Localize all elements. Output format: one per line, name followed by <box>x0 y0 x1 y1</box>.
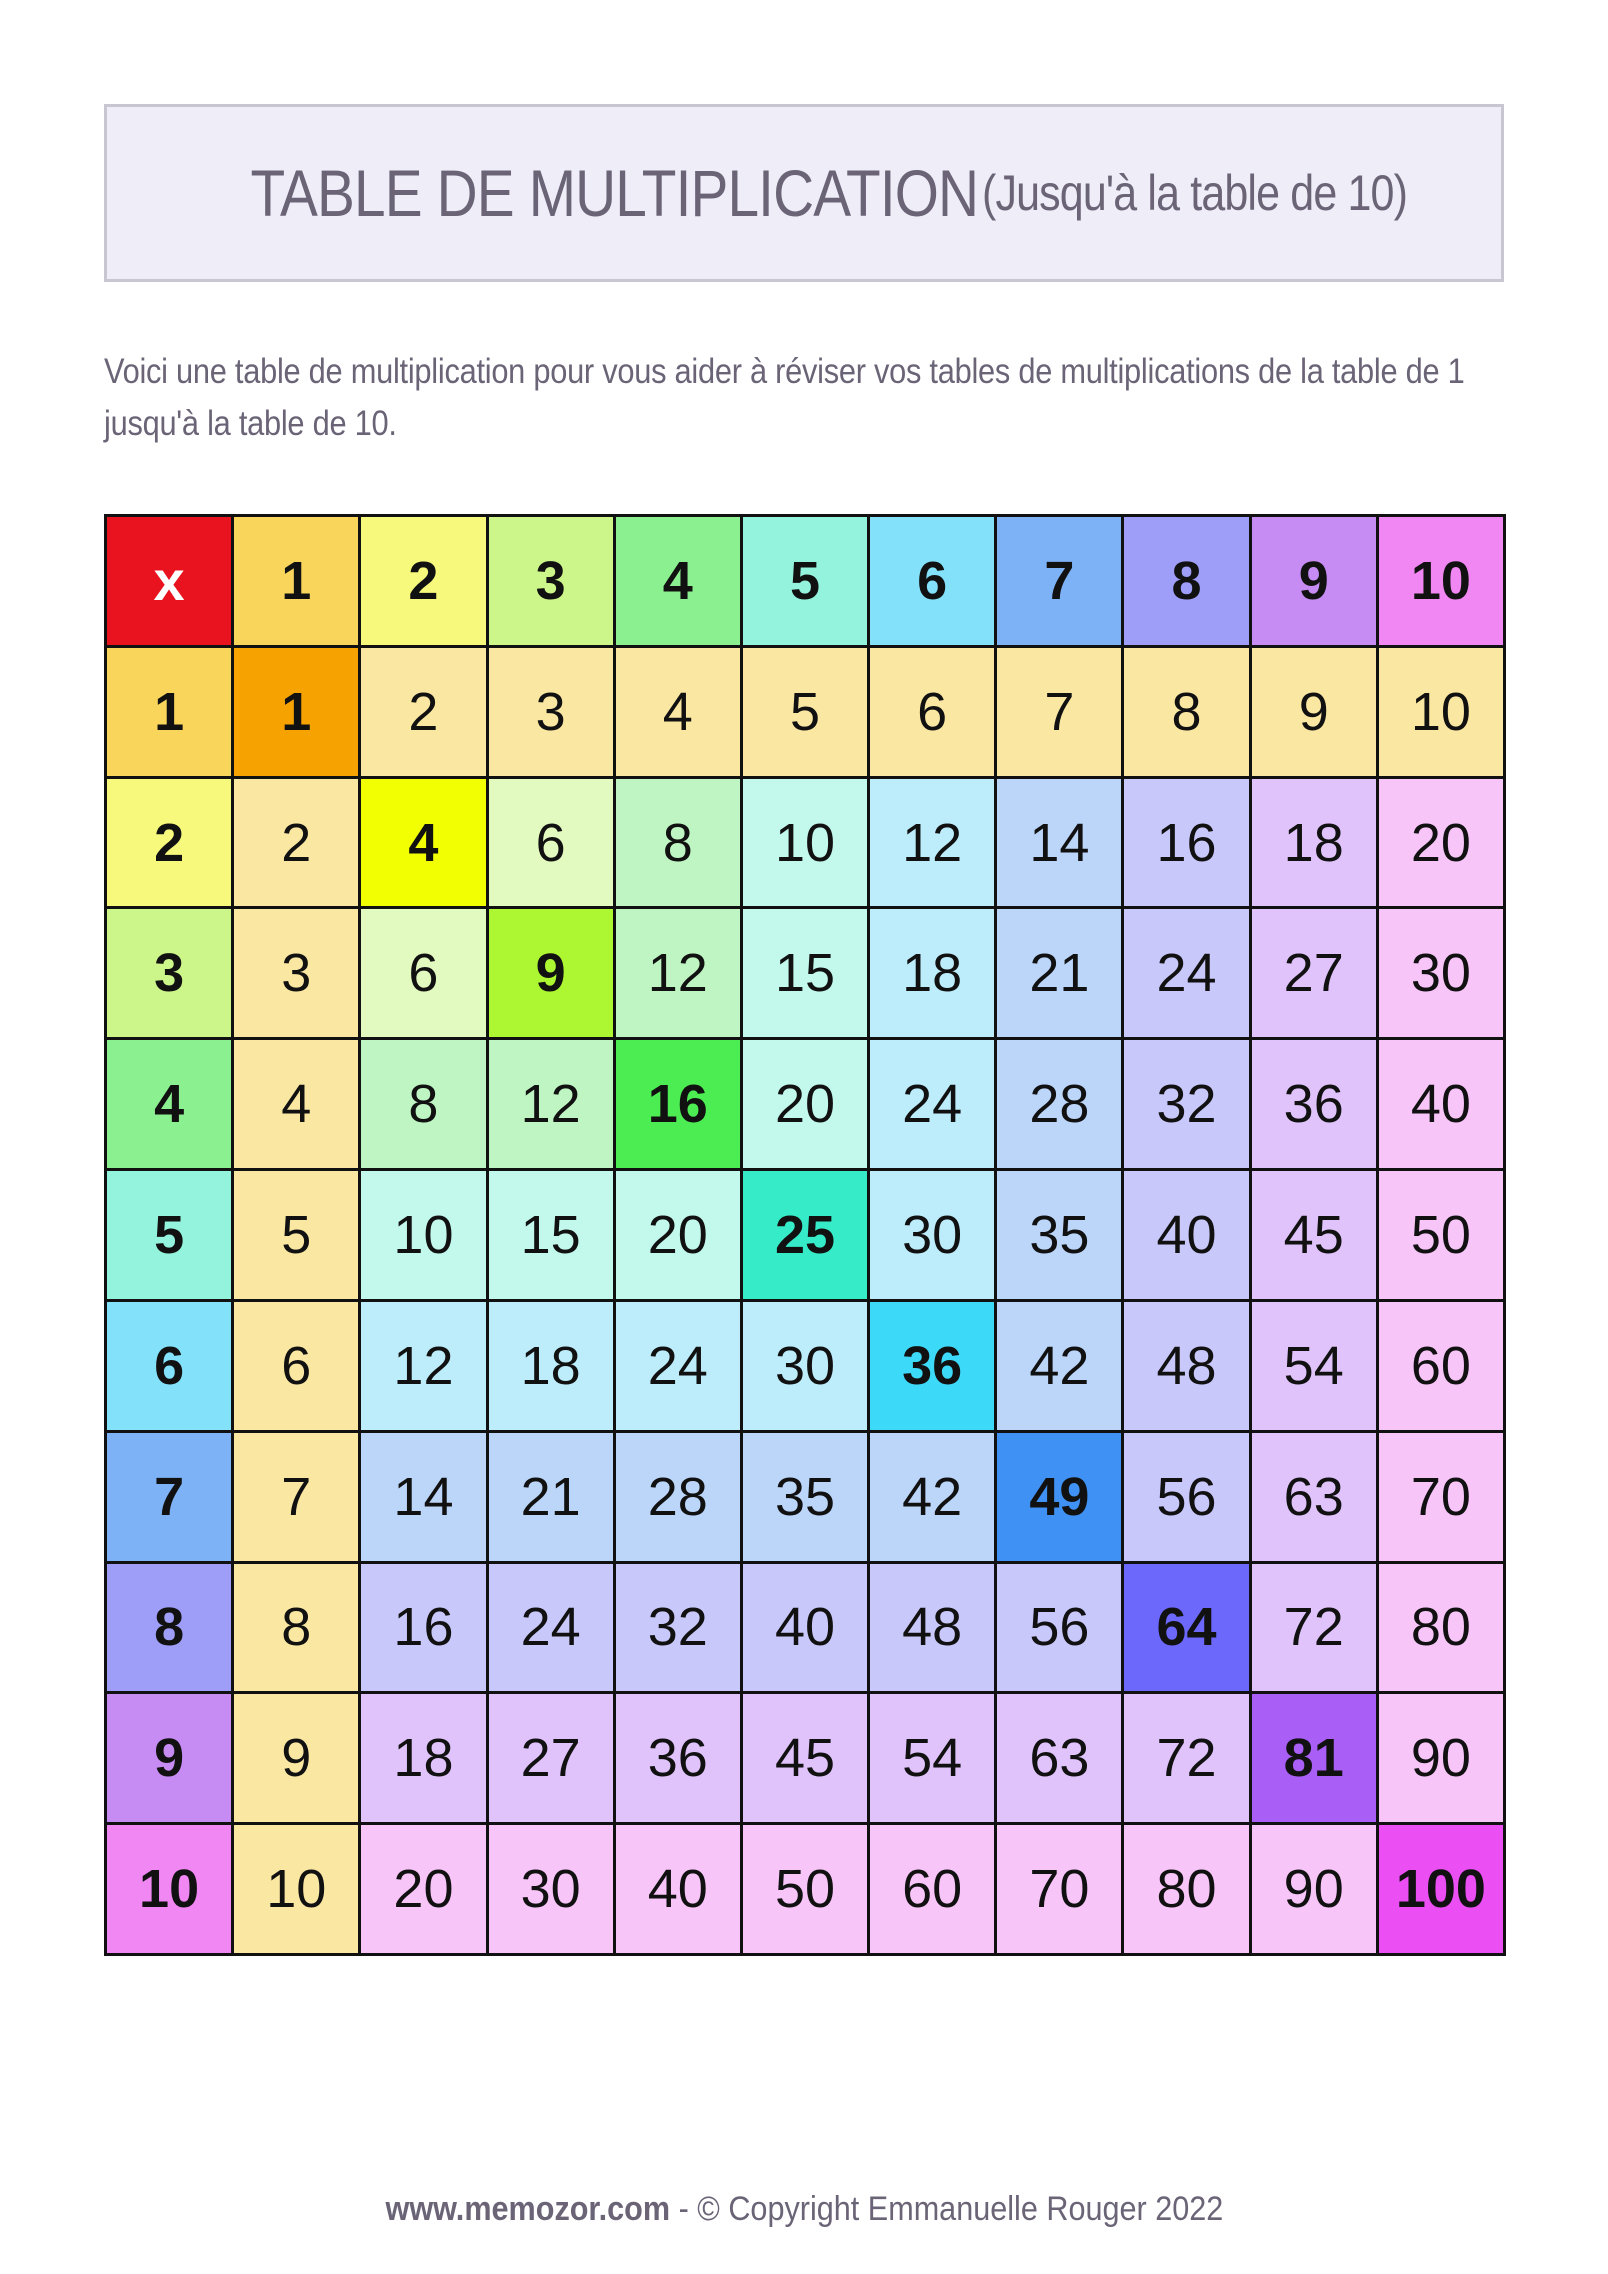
table-cell: 27 <box>489 1694 613 1822</box>
table-cell: 72 <box>1252 1564 1376 1692</box>
row-header: 5 <box>107 1171 231 1299</box>
table-cell: 8 <box>616 779 740 907</box>
table-cell: 35 <box>743 1433 867 1561</box>
table-cell: 12 <box>870 779 994 907</box>
table-cell: 10 <box>361 1171 485 1299</box>
table-cell: 18 <box>489 1302 613 1430</box>
row-header: 3 <box>107 909 231 1037</box>
row-header: 9 <box>107 1694 231 1822</box>
table-cell: 24 <box>870 1040 994 1168</box>
table-cell: 42 <box>997 1302 1121 1430</box>
table-cell: 10 <box>234 1825 358 1953</box>
table-cell: 7 <box>997 648 1121 776</box>
table-cell: 8 <box>361 1040 485 1168</box>
table-cell: 12 <box>616 909 740 1037</box>
table-cell: 24 <box>489 1564 613 1692</box>
table-corner-x: x <box>107 517 231 645</box>
page-title: TABLE DE MULTIPLICATION <box>250 156 978 230</box>
table-cell: 63 <box>1252 1433 1376 1561</box>
table-cell: 18 <box>870 909 994 1037</box>
table-cell: 72 <box>1124 1694 1248 1822</box>
table-cell: 80 <box>1124 1825 1248 1953</box>
table-cell: 9 <box>234 1694 358 1822</box>
row-header: 7 <box>107 1433 231 1561</box>
table-cell: 18 <box>1252 779 1376 907</box>
table-cell: 80 <box>1379 1564 1503 1692</box>
table-cell: 3 <box>234 909 358 1037</box>
table-cell: 50 <box>743 1825 867 1953</box>
column-header: 3 <box>489 517 613 645</box>
table-cell-square: 4 <box>361 779 485 907</box>
table-cell: 10 <box>743 779 867 907</box>
table-cell: 36 <box>616 1694 740 1822</box>
table-cell: 16 <box>361 1564 485 1692</box>
table-cell: 2 <box>361 648 485 776</box>
table-cell: 20 <box>361 1825 485 1953</box>
table-cell: 45 <box>743 1694 867 1822</box>
table-cell: 40 <box>1124 1171 1248 1299</box>
table-cell: 40 <box>616 1825 740 1953</box>
table-cell: 15 <box>489 1171 613 1299</box>
table-cell: 9 <box>1252 648 1376 776</box>
footer-site-link[interactable]: www.memozor.com <box>385 2190 670 2228</box>
column-header: 1 <box>234 517 358 645</box>
table-cell: 30 <box>870 1171 994 1299</box>
table-cell: 27 <box>1252 909 1376 1037</box>
table-cell: 12 <box>361 1302 485 1430</box>
column-header: 8 <box>1124 517 1248 645</box>
table-cell: 12 <box>489 1040 613 1168</box>
table-cell: 36 <box>1252 1040 1376 1168</box>
table-cell: 6 <box>234 1302 358 1430</box>
table-cell: 20 <box>1379 779 1503 907</box>
table-cell: 56 <box>997 1564 1121 1692</box>
row-header: 8 <box>107 1564 231 1692</box>
table-cell: 60 <box>870 1825 994 1953</box>
table-cell: 3 <box>489 648 613 776</box>
table-cell: 5 <box>234 1171 358 1299</box>
table-cell: 6 <box>361 909 485 1037</box>
table-cell-square: 9 <box>489 909 613 1037</box>
title-box <box>104 104 1504 282</box>
multiplication-table <box>104 514 1506 1956</box>
table-cell: 40 <box>743 1564 867 1692</box>
table-cell: 24 <box>616 1302 740 1430</box>
row-header: 2 <box>107 779 231 907</box>
page-subtitle: (Jusqu'à la table de 10) <box>981 165 1407 221</box>
table-cell: 60 <box>1379 1302 1503 1430</box>
table-cell: 20 <box>616 1171 740 1299</box>
table-cell: 6 <box>870 648 994 776</box>
row-header: 4 <box>107 1040 231 1168</box>
table-cell-square: 1 <box>234 648 358 776</box>
table-cell: 7 <box>234 1433 358 1561</box>
table-cell: 8 <box>1124 648 1248 776</box>
table-cell: 14 <box>997 779 1121 907</box>
column-header: 7 <box>997 517 1121 645</box>
row-header: 10 <box>107 1825 231 1953</box>
table-cell: 54 <box>870 1694 994 1822</box>
table-cell: 32 <box>616 1564 740 1692</box>
table-cell: 30 <box>489 1825 613 1953</box>
table-cell-square: 49 <box>997 1433 1121 1561</box>
column-header: 5 <box>743 517 867 645</box>
table-cell: 50 <box>1379 1171 1503 1299</box>
table-cell: 15 <box>743 909 867 1037</box>
table-cell: 14 <box>361 1433 485 1561</box>
table-cell: 21 <box>489 1433 613 1561</box>
table-cell: 35 <box>997 1171 1121 1299</box>
footer-separator: - <box>669 2190 697 2228</box>
column-header: 9 <box>1252 517 1376 645</box>
table-cell: 8 <box>234 1564 358 1692</box>
table-cell-square: 100 <box>1379 1825 1503 1953</box>
table-cell: 5 <box>743 648 867 776</box>
intro-text: Voici une table de multiplication pour vous aider à réviser vos tables de multiplications de la table de 1 jusqu'à la table de 10. <box>104 352 1465 443</box>
table-cell: 4 <box>234 1040 358 1168</box>
table-cell: 56 <box>1124 1433 1248 1561</box>
table-cell: 45 <box>1252 1171 1376 1299</box>
table-cell-square: 64 <box>1124 1564 1248 1692</box>
footer <box>0 2190 1608 2229</box>
table-cell: 90 <box>1252 1825 1376 1953</box>
table-cell: 54 <box>1252 1302 1376 1430</box>
table-cell: 2 <box>234 779 358 907</box>
table-cell: 18 <box>361 1694 485 1822</box>
table-cell: 70 <box>1379 1433 1503 1561</box>
table-cell: 70 <box>997 1825 1121 1953</box>
table-cell: 40 <box>1379 1040 1503 1168</box>
table-cell: 63 <box>997 1694 1121 1822</box>
column-header: 10 <box>1379 517 1503 645</box>
table-cell: 48 <box>870 1564 994 1692</box>
table-cell: 28 <box>997 1040 1121 1168</box>
row-header: 6 <box>107 1302 231 1430</box>
table-cell: 20 <box>743 1040 867 1168</box>
table-cell: 16 <box>1124 779 1248 907</box>
table-cell: 30 <box>743 1302 867 1430</box>
table-cell: 28 <box>616 1433 740 1561</box>
table-cell: 90 <box>1379 1694 1503 1822</box>
footer-copyright: © Copyright Emmanuelle Rouger 2022 <box>696 2190 1223 2228</box>
table-cell-square: 81 <box>1252 1694 1376 1822</box>
table-cell-square: 16 <box>616 1040 740 1168</box>
column-header: 2 <box>361 517 485 645</box>
intro-paragraph <box>104 346 1524 450</box>
table-cell-square: 25 <box>743 1171 867 1299</box>
table-cell: 32 <box>1124 1040 1248 1168</box>
table-cell: 4 <box>616 648 740 776</box>
row-header: 1 <box>107 648 231 776</box>
table-cell: 6 <box>489 779 613 907</box>
table-cell: 30 <box>1379 909 1503 1037</box>
table-cell: 10 <box>1379 648 1503 776</box>
table-cell: 21 <box>997 909 1121 1037</box>
table-cell: 48 <box>1124 1302 1248 1430</box>
table-cell-square: 36 <box>870 1302 994 1430</box>
table-cell: 24 <box>1124 909 1248 1037</box>
column-header: 6 <box>870 517 994 645</box>
column-header: 4 <box>616 517 740 645</box>
table-cell: 42 <box>870 1433 994 1561</box>
